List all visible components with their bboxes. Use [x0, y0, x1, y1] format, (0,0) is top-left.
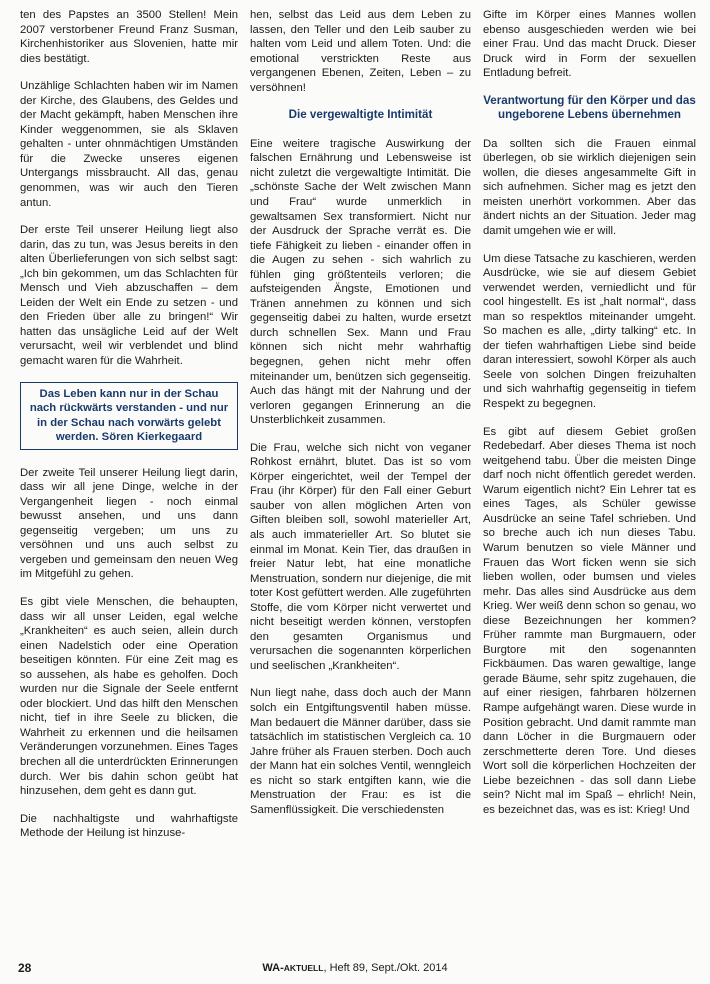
body-paragraph: Die Frau, welche sich nicht von veganer Rohkost ernährt, blutet. Das ist so vom Körper eingerichtet, weil der Tempel der Frau (ihr Körper) für den Fall einer Geburt sauber von allen möglichen Arten von Giften bleiben soll, sowohl materieller Art, als auch immaterieller Art. So blutet sie einmal im Monat. Kein Tier, das draußen in freier Natur lebt, hat eine monatliche Menstruation, sondern nur diejenige, die mit toter Kost gefüttert werden. Alle zugeführten Stoffe, die vom Körper nicht verwertet und nicht beseitigt werden können, verstopfen den gesamten Organismus und verursachen die sogenannten körperlichen und seelischen „Krankheiten“.: [250, 441, 471, 672]
body-paragraph: Der zweite Teil unserer Heilung liegt darin, dass wir all jene Dinge, welche in der Vergangenheit liegen - noch einmal bewusst ansehen, und uns dann gegenseitig vergeben; um uns zu versöhnen und uns auch selbst zu vergeben und gemeinsam den neuen Weg im Mitgefühl zu gehen.: [20, 466, 238, 581]
magazine-brand-aktuell: AKTUELL: [283, 963, 324, 973]
page-number: 28: [18, 961, 32, 975]
issue-info: , Heft 89, Sept./Okt. 2014: [323, 962, 448, 974]
text-column-2: [250, 8, 471, 954]
section-heading: Verantwortung für den Körper und das ungeborene Lebens übernehmen: [483, 93, 696, 122]
body-paragraph: Es gibt auf diesem Gebiet großen Redebedarf. Aber dieses Thema ist noch weitgehend tabu. Über die meisten Dinge darf noch nicht öffentlich geredet werden. Warum eigentlich nicht? Ein Lehrer tat es eines Tages, als Schüler gewisse Ausdrücke an seine Tafel schrieben. Und so breche auch ich nun dieses Tabu. Warum benutzen so viele Männer und Frauen das Wort ficken wenn sie sich lieben wollen, oder bumsen und vieles mehr. Das alles sind Ausdrücke aus dem Krieg. Wer weiß denn schon so genau, wo diese Bezeichnungen her kommen? Früher rammte man Burgmauern, oder Burgtore mit den sogenannten Fickbäumen. Das waren gewaltige, lange gerade Bäume, sehr spitz zugehauen, die auf einer riesigen, fahrbaren hölzernen Rampe aufgehängt waren. Diese wurde in Position gebracht. Und damit rammte man dann Löcher in die Burgmauern oder zerschmetterte deren Tore. Und dieses Wort soll die körperlichen Hochzeiten der Liebe bezeichnen - das soll dann Liebe sein? Nicht mal im Spaß – ehrlich! Nein, es bezeichnet das, was es ist: Krieg! Und: [483, 425, 696, 816]
body-paragraph: Da sollten sich die Frauen einmal überlegen, ob sie wirklich diejenigen sein wollen, die dieses angesammelte Gift in sich aufnehmen. Sicher mag es jetzt den meisten unerhört vorkommen. Aber das ändert nichts an der Situation. Jeder mag damit umgehen wie er will.: [483, 137, 696, 238]
section-heading: Die vergewaltigte Intimität: [288, 108, 433, 122]
body-paragraph: ten des Papstes an 3500 Stellen! Mein 2007 verstorbener Freund Franz Susman, Kirchenhistoriker aus Slovenien, hatte mir dies bestätigt.: [20, 9, 238, 65]
body-paragraph: Um diese Tatsache zu kaschieren, werden Ausdrücke, wie sie auf diesem Gebiet verwendet werden, verniedlicht und für cool hingestellt. Es ist „halt normal“, dass man so respektlos miteinander umgeht. So machen es alle, „dirty talking“ etc. In der tiefen wahrhaftigen Liebe sind beide daran interessiert, sowohl Körper als auch Seele von solchen Dingen freizuhalten und sich wahrhaftig gegenseitig in tiefem Respekt zu begegnen.: [483, 252, 696, 411]
magazine-brand-wa: WA-: [262, 962, 284, 974]
pull-quote: Das Leben kann nur in der Schau nach rückwärts verstanden - und nur in der Schau nach vorwärts gelebt werden. Sören Kierkegaard: [20, 382, 238, 450]
text-column-1: [20, 8, 238, 954]
body-paragraph: Die nachhaltigste und wahrhaftigste Methode der Heilung ist hinzuse-: [20, 812, 238, 840]
body-paragraph: Unzählige Schlachten haben wir im Namen der Kirche, des Glaubens, des Geldes und der Macht gekämpft, haben Menschen ihre Kinder weggenommen, sie als Sklaven gehalten - unter ohnmächtigen Umständen für die Zwecke unseres eigenen Untergangs missbraucht. All das, genau genommen, was wir auch den Tieren antun.: [20, 80, 238, 209]
issue-citation: [0, 962, 710, 974]
body-paragraph: Gifte im Körper eines Mannes wollen ebenso ausgeschieden werden wie bei einer Frau. Und das macht Druck. Dieser Druck wird in Form der sexuellen Entladung befreit.: [483, 9, 696, 80]
body-paragraph: Nun liegt nahe, dass doch auch der Mann solch ein Entgiftungsventil haben müsse. Man bedauert die Männer darüber, dass sie tatsächlich im statistischen Vergleich ca. 10 Jahre früher als Frauen sterben. Doch auch der Mann hat ein solches Ventil, wenngleich es nicht so stark entgiften kann, wie die Menstruation der Frau: es ist die Samenflüssigkeit. Die verschiedensten: [250, 687, 471, 816]
body-paragraph: hen, selbst das Leid aus dem Leben zu lassen, den Teller und den Leib sauber zu halten vom Leid und allem Toten. Und: die emotional verstrickten Reste aus vergangenen Ebenen, Zeiten, Leben – zu versöhnen!: [250, 9, 471, 94]
body-paragraph: Der erste Teil unserer Heilung liegt also darin, das zu tun, was Jesus bereits in den alten Überlieferungen von sich selbst sagt: „Ich bin gekommen, um das Schlachten für Mensch und Vieh abzuschaffen – dem Leiden der Welt ein Ende zu setzen - und den Frieden über alle zu bringen!“ Wir hatten das unsägliche Leid auf der Welt verursacht, weil wir verblendet und blind gemacht waren für die Wahrheit.: [20, 224, 238, 368]
page-footer: [0, 958, 710, 978]
body-paragraph: Es gibt viele Menschen, die behaupten, dass wir all unser Leiden, egal welche „Krankheiten“ es auch seien, allein durch einen Nadelstich oder eine Operation beseitigen könnten. Für eine Zeit mag es so aussehen, als habe es geholfen. Doch wurden nur die Signale der Seele entfernt oder blockiert. Und das hilft den Menschen nicht, tief in ihre Seele zu blicken, die Wahrheit zu erkennen und die heilsamen Veränderungen vorzunehmen. Eines Tages brechen all die unterdrückten Erinnerungen durch. Wer bis dahin schon geübt hat hinzusehen, dem geht es dann gut.: [20, 595, 238, 798]
text-column-3: [483, 8, 696, 954]
body-paragraph: Eine weitere tragische Auswirkung der falschen Ernährung und Lebensweise ist nicht zuletzt die vergewaltigte Intimität. Die „schönste Sache der Welt zwischen Mann und Frau“ wurde unmerklich in gewaltsamen Sex transformiert. Nicht nur der Ausdruck der Sprache verrät es. Die tiefe Fähigkeit zu lieben - einander offen in die Augen zu sehen - sich wahrlich zu fühlen ging größtenteils verloren; die aufsteigenden Ängste, Emotionen und Tränen annehmen zu können und sich gegenseitig dabei zu halten, wurde ersetzt durch schnellen Sex. Mann und Frau können sich nicht mehr wahrhaftig begegnen, gehen nicht mehr offen miteinander um, benützen sich gegenseitig. Auch das hängt mit der Nahrung und der verloren gegangen Erinnerung an die Unsterblichkeit zusammen.: [250, 137, 471, 427]
